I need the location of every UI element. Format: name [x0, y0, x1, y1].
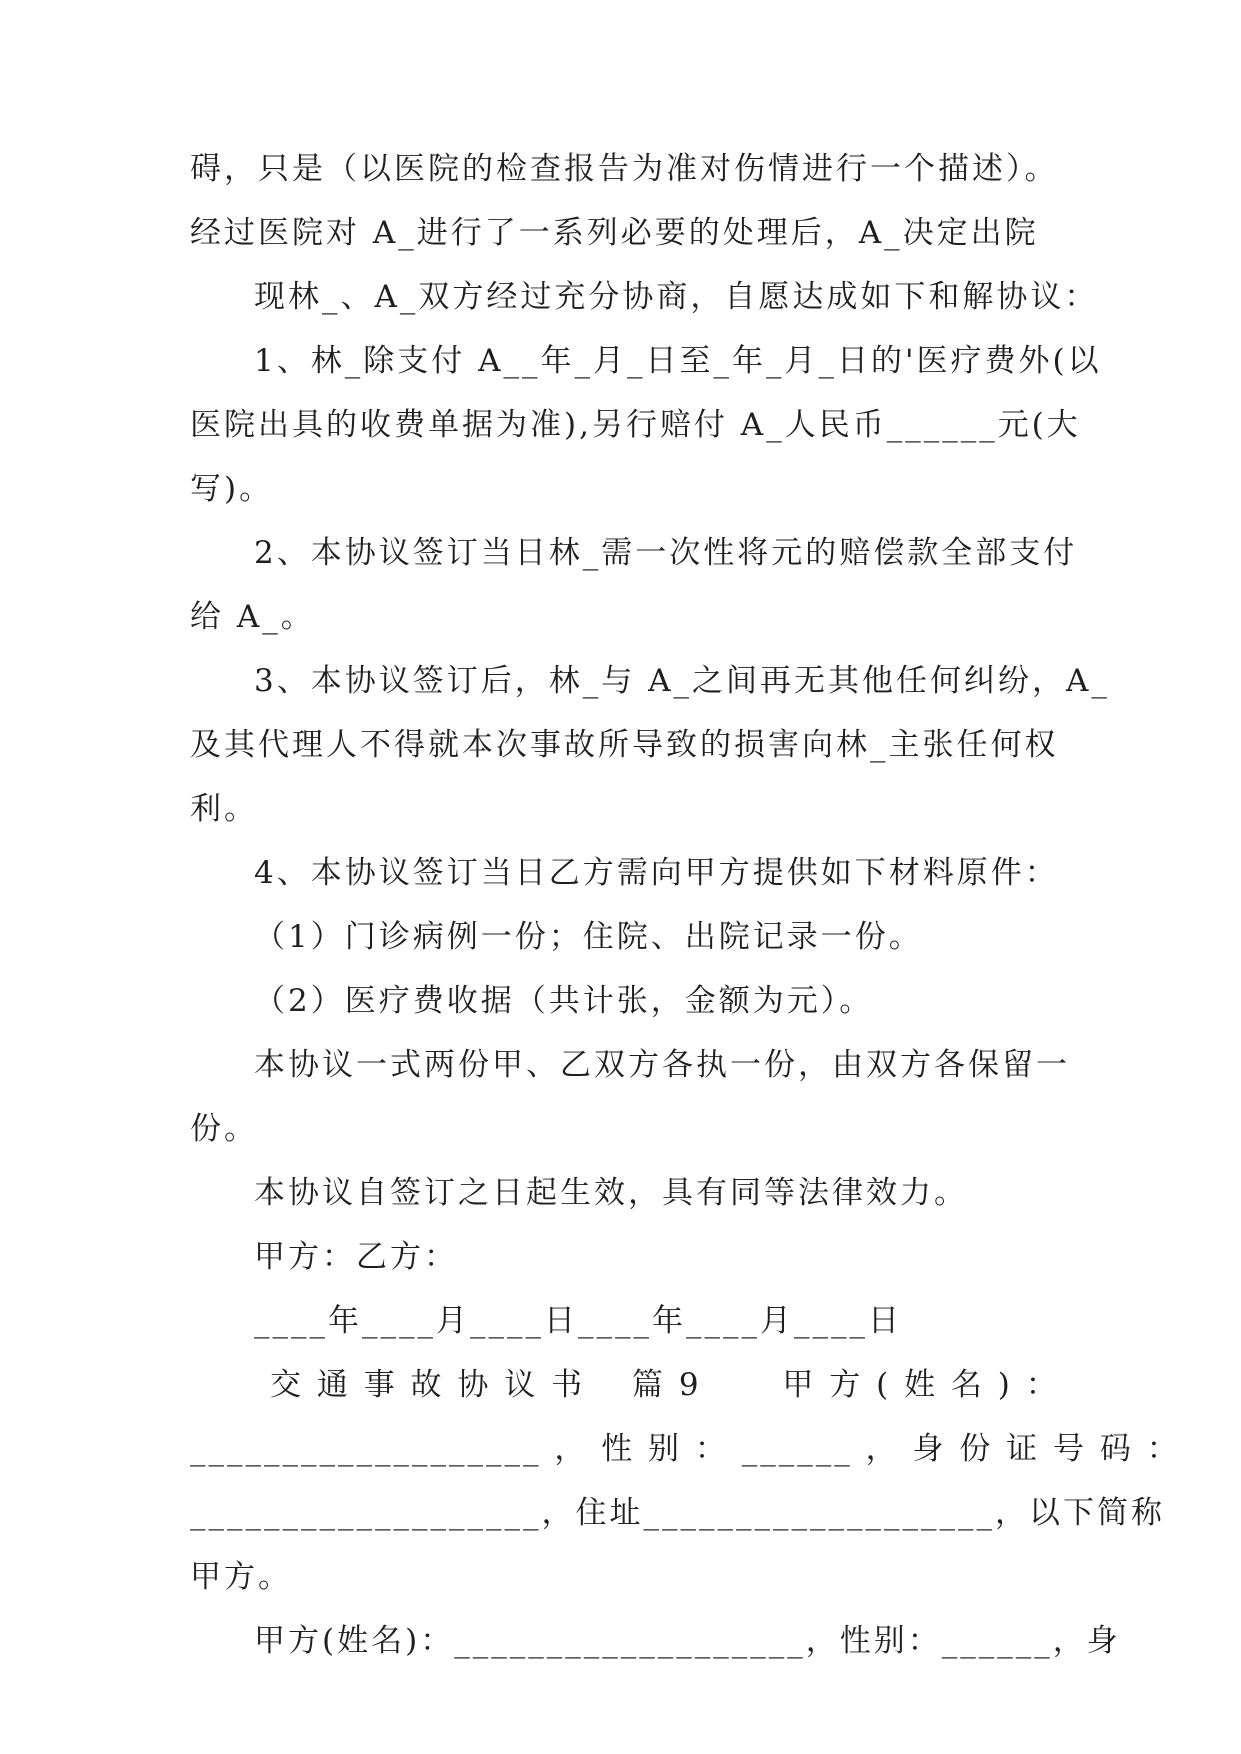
text-line: 碍，只是（以医院的检查报告为准对伤情进行一个描述）。	[190, 151, 1059, 187]
text-line: 经过医院对 A_进行了一系列必要的处理后，A_决定出院	[190, 215, 1039, 251]
text-line: 1、林_除支付 A__年_月_日至_年_月_日的'医疗费外(以	[254, 343, 1102, 379]
text-line: 甲方。	[190, 1559, 292, 1595]
text-line: ____年____月____日____年____月____日	[254, 1303, 902, 1339]
text-line: 利。	[190, 791, 258, 827]
text-line: 现林_、A_双方经过充分协商，自愿达成如下和解协议：	[254, 279, 1099, 315]
text-line: 甲方：乙方：	[254, 1239, 458, 1275]
text-line: 本协议一式两份甲、乙双方各执一份，由双方各保留一	[254, 1047, 1070, 1083]
text-line: 3、本协议签订后，林_与 A_之间再无其他任何纠纷，A_	[254, 663, 1110, 699]
text-line: 份。	[190, 1111, 258, 1147]
text-line: （2）医疗费收据（共计张，金额为元）。	[254, 983, 874, 1019]
text-line: 交 通 事 故 协 议 书 篇 9 甲 方 ( 姓 名 ) ：	[270, 1367, 1060, 1403]
text-line: 2、本协议签订当日林_需一次性将元的赔偿款全部支付	[254, 535, 1078, 571]
text-line: 给 A_。	[190, 599, 315, 635]
text-line: 4、本协议签订当日乙方需向甲方提供如下材料原件：	[254, 855, 1059, 891]
text-line: ___________________ ， 性 别 ： ______ ， 身 份 证 号 码 ：	[190, 1431, 1181, 1467]
text-line: 写)。	[190, 471, 274, 507]
text-line: 甲方(姓名)：___________________，性别：______，身	[254, 1623, 1121, 1659]
text-line: 及其代理人不得就本次事故所导致的损害向林_主张任何权	[190, 727, 1059, 763]
text-line: （1）门诊病例一份；住院、出院记录一份。	[254, 919, 923, 955]
text-line: 本协议自签订之日起生效，具有同等法律效力。	[254, 1175, 968, 1211]
text-line: ___________________，住址___________________，以下简称	[190, 1495, 1165, 1531]
text-line: 医院出具的收费单据为准),另行赔付 A_人民币______元(大	[190, 407, 1081, 443]
